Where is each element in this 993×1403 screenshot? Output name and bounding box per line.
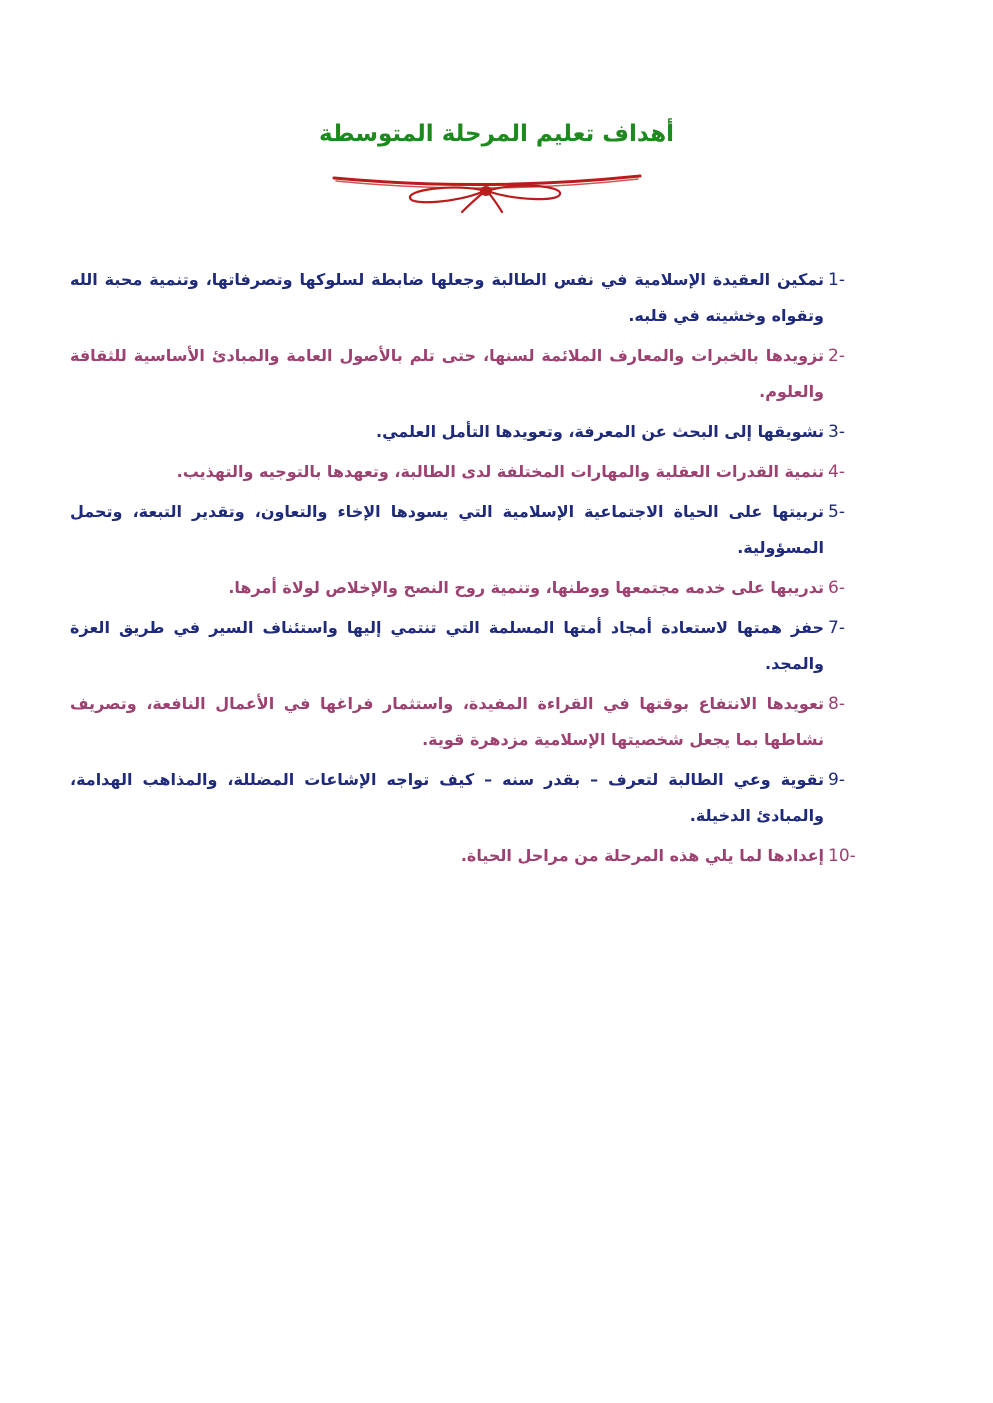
- goal-item-10: [70, 838, 872, 874]
- goal-text: حفز همتها لاستعادة أمجاد أمتها المسلمة التي تنتمي إليها واستئناف السير في طريق العزة والمجد.: [70, 618, 824, 673]
- goal-item-6: [70, 570, 872, 606]
- goal-item-3: [70, 414, 872, 450]
- goal-item-7: [70, 610, 872, 682]
- goal-text: تشويقها إلى البحث عن المعرفة، وتعويدها التأمل العلمي.: [376, 422, 824, 441]
- goal-text: تنمية القدرات العقلية والمهارات المختلفة لدى الطالبة، وتعهدها بالتوجيه والتهذيب.: [176, 462, 824, 481]
- goal-number: 5-: [828, 502, 845, 522]
- goal-number: 4-: [828, 462, 845, 482]
- goal-number: 9-: [828, 770, 845, 790]
- goal-number: 3-: [828, 422, 845, 442]
- ribbon-bow-ornament: [330, 170, 644, 216]
- goal-number: 6-: [828, 578, 845, 598]
- goal-number: 1-: [828, 270, 845, 290]
- goal-item-8: [70, 686, 872, 758]
- goal-text: تربيتها على الحياة الاجتماعية الإسلامية التي يسودها الإخاء والتعاون، وتقدير التبعة، وتحمل المسؤولية.: [70, 502, 824, 557]
- goal-number: 10-: [828, 846, 856, 866]
- goal-number: 2-: [828, 346, 845, 366]
- goal-text: تمكين العقيدة الإسلامية في نفس الطالبة وجعلها ضابطة لسلوكها وتصرفاتها، وتنمية محبة الله وتقواه وخشيته في قلبه.: [70, 270, 824, 325]
- goal-number: 8-: [828, 694, 845, 714]
- goal-item-2: [70, 338, 872, 410]
- goal-text: تعويدها الانتفاع بوقتها في القراءة المفيدة، واستثمار فراغها في الأعمال النافعة، وتصريف نشاطها بما يجعل شخصيتها الإسلامية مزدهرة قوية.: [70, 694, 824, 749]
- goal-item-1: [70, 262, 872, 334]
- goal-item-4: [70, 454, 872, 490]
- page-title: أهداف تعليم المرحلة المتوسطة: [318, 121, 675, 147]
- goal-number: 7-: [828, 618, 845, 638]
- goal-text: تقوية وعي الطالبة لتعرف – بقدر سنه – كيف تواجه الإشاعات المضللة، والمذاهب الهدامة، والمبادئ الدخيلة.: [70, 770, 824, 825]
- goal-text: إعدادها لما يلي هذه المرحلة من مراحل الحياة.: [460, 846, 824, 865]
- goal-text: تدريبها على خدمه مجتمعها ووطنها، وتنمية روح النصح والإخلاص لولاة أمرها.: [228, 578, 824, 597]
- goal-item-9: [70, 762, 872, 834]
- goal-text: تزويدها بالخبرات والمعارف الملائمة لسنها، حتى تلم بالأصول العامة والمبادئ الأساسية للثقافة والعلوم.: [70, 346, 824, 401]
- goal-item-5: [70, 494, 872, 566]
- goals-list: [70, 262, 872, 878]
